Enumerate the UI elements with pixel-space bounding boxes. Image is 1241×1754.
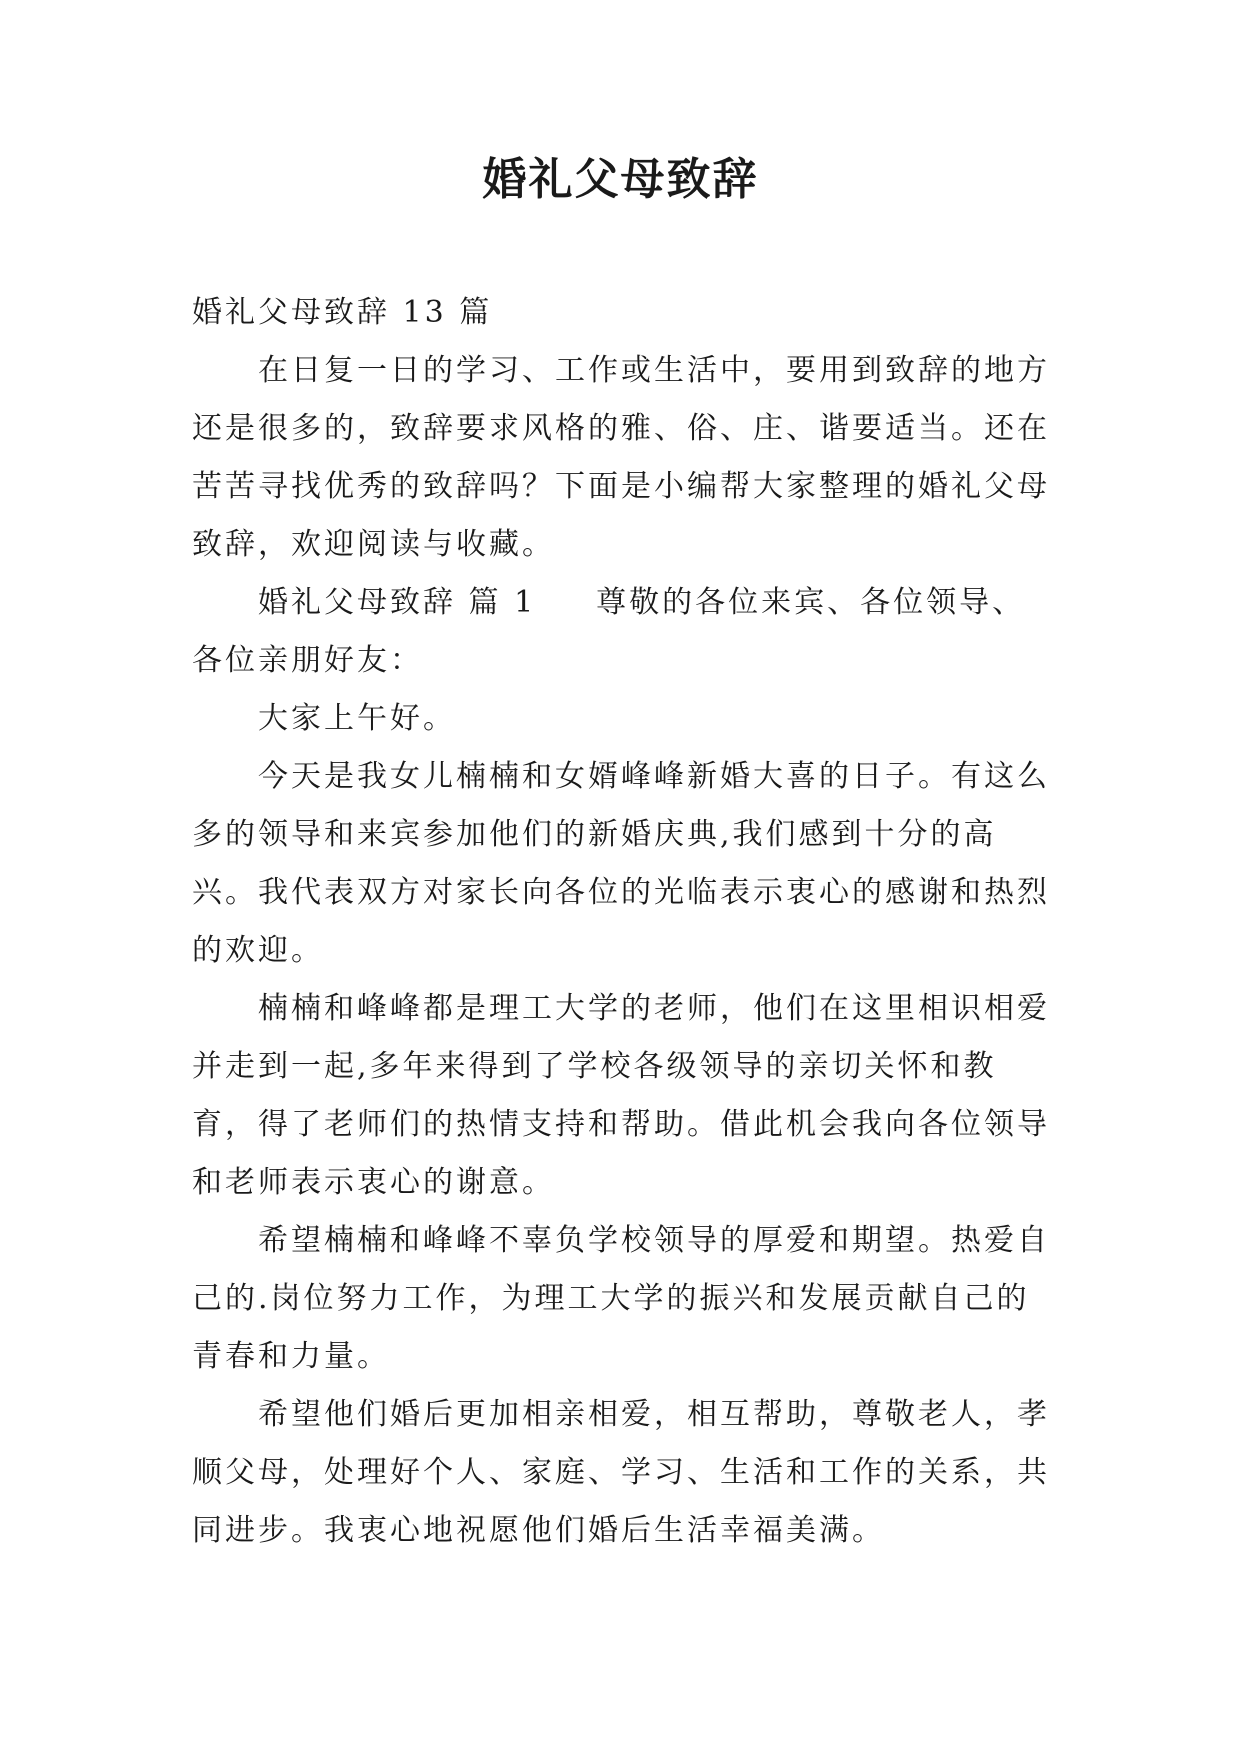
body-paragraph-4: 希望楠楠和峰峰不辜负学校领导的厚爱和期望。热爱自己的.岗位努力工作，为理工大学的振兴和发展贡献自己的青春和力量。 xyxy=(192,1223,1050,1374)
document-title: 婚礼父母致辞 xyxy=(482,154,759,205)
body-paragraph-1: 大家上午好。 xyxy=(258,701,456,736)
body-paragraph-5: 希望他们婚后更加相亲相爱，相互帮助，尊敬老人，孝顺父母，处理好个人、家庭、学习、生活和工作的关系，共同进步。我衷心地祝愿他们婚后生活幸福美满。 xyxy=(192,1397,1050,1548)
body-paragraph-3: 楠楠和峰峰都是理工大学的老师，他们在这里相识相爱并走到一起,多年来得到了学校各级领导的亲切关怀和教育，得了老师们的热情支持和帮助。借此机会我向各位领导 和老师表示衷心的谢意。 xyxy=(192,991,1083,1200)
section-heading-paragraph xyxy=(192,574,1052,690)
body-paragraph-2: 今天是我女儿楠楠和女婿峰峰新婚大喜的日子。有这么多的领导和来宾参加他们的新婚庆典,我们感到十分的高兴。我代表双方对家长向各位的光临表示衷心的感谢和热烈的欢迎。 xyxy=(192,759,1050,968)
section-opening: 尊敬的各位来宾、各位领导、各位亲朋好友： xyxy=(192,585,1026,678)
document-body xyxy=(192,284,1083,1560)
intro-paragraph: 在日复一日的学习、工作或生活中，要用到致辞的地方还是很多的，致辞要求风格的雅、俗、庄、谐要适当。还在苦苦寻找优秀的致辞吗？下面是小编帮大家整理的婚礼父母致辞，欢迎阅读与收藏。 xyxy=(192,353,1050,562)
section-heading: 婚礼父母致辞 篇 1 xyxy=(258,585,537,620)
document-subtitle: 婚礼父母致辞 13 篇 xyxy=(192,295,493,330)
